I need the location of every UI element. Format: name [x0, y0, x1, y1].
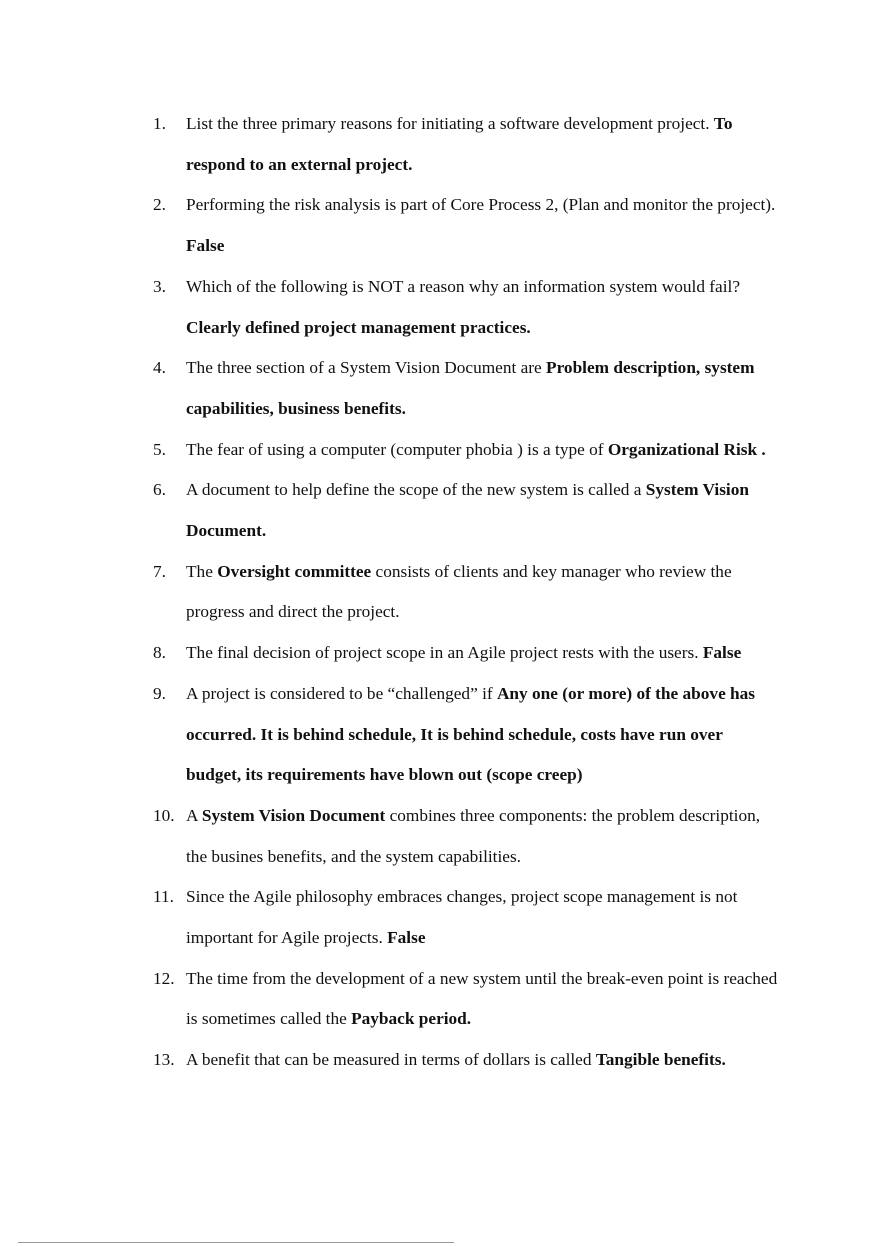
question-text	[186, 1040, 778, 1081]
answer-text: False	[186, 236, 225, 256]
answer-text: Tangible benefits.	[595, 1050, 726, 1070]
question-item	[153, 185, 778, 266]
question-number: 11.	[153, 887, 174, 907]
question-text	[186, 348, 778, 429]
question-segment: The fear of using a computer (computer phobia ) is a type of	[186, 439, 608, 459]
question-segment: consists of clients and key manager who review the progress and direct the project.	[186, 561, 732, 622]
question-segment: The three section of a System Vision Document are	[186, 358, 547, 378]
question-segment: List the three primary reasons for initiating a software development project.	[186, 114, 714, 133]
question-segment: A benefit that can be measured in terms of dollars is called	[186, 1050, 596, 1070]
question-number: 7.	[153, 561, 166, 581]
question-number: 2.	[153, 195, 166, 215]
answer-text: System Vision Document	[201, 805, 386, 825]
question-text	[186, 552, 778, 633]
question-item	[153, 1040, 778, 1081]
question-text	[186, 185, 778, 266]
question-segment: combines three components: the problem description, the busines benefits, and the system capabilities.	[186, 805, 761, 866]
question-item	[153, 877, 778, 958]
question-number: 9.	[153, 683, 166, 703]
question-segment: The	[186, 561, 218, 581]
answer-text: Problem description, system capabilities, business benefits.	[186, 358, 755, 418]
question-number: 4.	[153, 358, 166, 378]
question-item	[153, 348, 778, 429]
question-text	[186, 633, 778, 674]
question-number: 3.	[153, 276, 166, 296]
question-segment: The final decision of project scope in an Agile project rests with the users.	[186, 643, 703, 663]
answer-text: False	[387, 928, 426, 948]
answer-text: Oversight committee	[217, 561, 372, 581]
answer-text: To respond to an external project.	[186, 114, 733, 174]
question-segment: A	[186, 805, 202, 825]
question-item	[153, 633, 778, 674]
question-segment: The time from the development of a new system until the break-even point is reached is sometimes called the	[186, 968, 778, 1029]
question-number: 5.	[153, 439, 166, 459]
question-item	[153, 430, 778, 471]
answer-text: Payback period.	[351, 1009, 472, 1029]
question-item	[153, 470, 778, 551]
question-item	[153, 796, 778, 877]
answer-text: System Vision Document.	[186, 480, 749, 541]
question-number: 12.	[153, 968, 175, 988]
question-text	[186, 430, 778, 471]
question-text	[186, 959, 778, 1040]
question-text	[186, 674, 778, 796]
question-number: 6.	[153, 480, 166, 500]
question-number: 8.	[153, 643, 166, 663]
question-item	[153, 267, 778, 348]
question-text	[186, 796, 778, 877]
question-segment: Since the Agile philosophy embraces changes, project scope management is not important for Agile projects.	[186, 887, 738, 948]
answer-text: False	[702, 643, 742, 663]
question-text	[186, 267, 778, 348]
question-segment: Which of the following is NOT a reason why an information system would fail?	[186, 276, 741, 296]
question-answer-list	[153, 104, 778, 1081]
footnote-separator-line	[18, 1242, 454, 1243]
question-item	[153, 674, 778, 796]
answer-text: Organizational Risk .	[607, 439, 766, 459]
question-text	[186, 470, 778, 551]
question-text	[186, 877, 778, 958]
question-number: 10.	[153, 805, 175, 825]
question-segment: A document to help define the scope of the new system is called a	[186, 480, 646, 500]
question-item	[153, 552, 778, 633]
question-segment: A project is considered to be “challenged” if	[186, 683, 497, 703]
answer-text: Any one (or more) of the above has occurred. It is behind schedule, It is behind schedule, costs have run over budget, its requirements have blown out (scope creep)	[186, 683, 756, 785]
question-segment: Performing the risk analysis is part of Core Process 2, (Plan and monitor the project).	[186, 195, 776, 215]
question-number: 1.	[153, 114, 166, 133]
question-item	[153, 104, 778, 185]
question-number: 13.	[153, 1050, 175, 1070]
answer-text: Clearly defined project management practices.	[186, 317, 531, 337]
question-item	[153, 959, 778, 1040]
question-text	[186, 104, 778, 185]
